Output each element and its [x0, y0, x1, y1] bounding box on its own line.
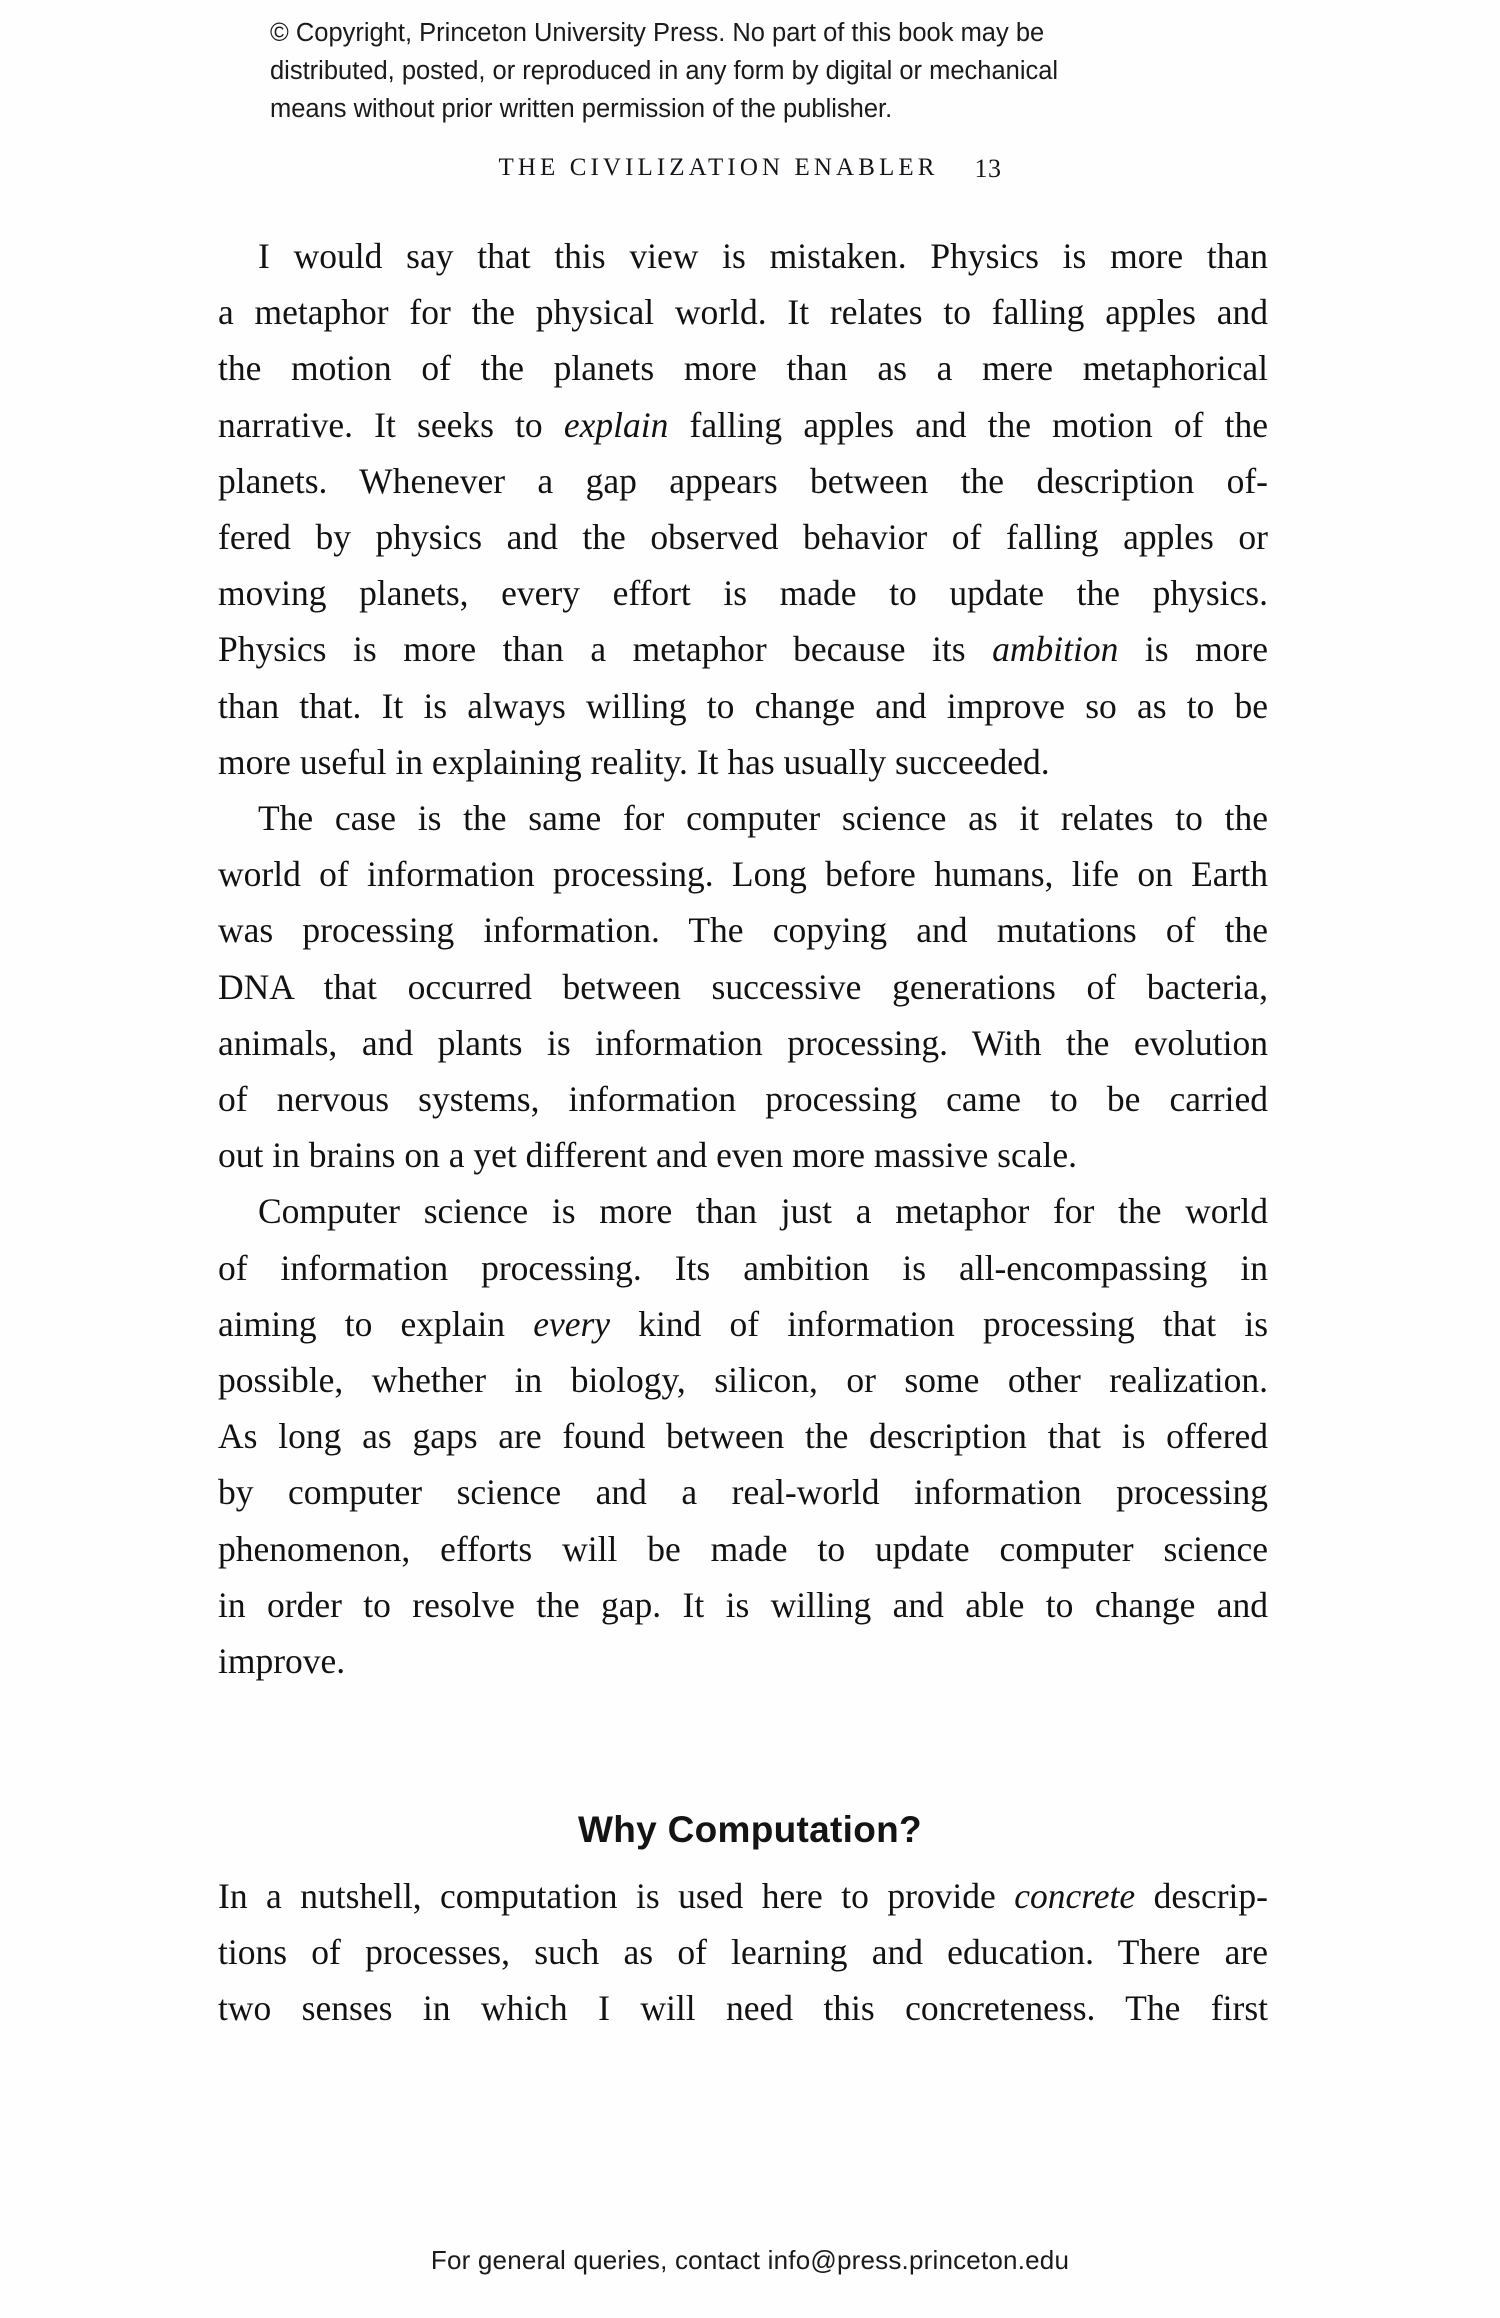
text-line: the motion of the planets more than as a mere metaphorical [218, 348, 1268, 389]
copyright-line-2: distributed, posted, or reproduced in any form by digital or mechanical [270, 57, 1059, 85]
paragraph-3 [218, 1183, 1268, 1689]
tail-text-block [218, 1868, 1268, 2037]
text-line: was processing information. The copying and mutations of the [218, 910, 1268, 951]
text-line: planets. Whenever a gap appears between the description of- [218, 460, 1268, 501]
text-line: DNA that occurred between successive generations of bacteria, [218, 966, 1268, 1007]
text-line: narrative. It seeks to explain falling apples and the motion of the [218, 404, 1268, 445]
running-head [0, 152, 1500, 182]
page-number: 13 [974, 154, 1002, 183]
text-line: moving planets, every effort is made to update the physics. [218, 573, 1268, 614]
copyright-notice [270, 14, 1220, 128]
text-line: in order to resolve the gap. It is willing and able to change and [218, 1584, 1268, 1625]
text-line: more useful in explaining reality. It has usually succeeded. [218, 741, 1050, 782]
emphasis-concrete: concrete [1014, 1876, 1136, 1916]
running-head-chapter-title: THE CIVILIZATION ENABLER [498, 154, 939, 181]
paragraph-1 [218, 228, 1268, 790]
text-line: animals, and plants is information processing. With the evolution [218, 1022, 1268, 1063]
text-line: phenomenon, efforts will be made to update computer science [218, 1528, 1268, 1569]
text-line: out in brains on a yet different and even more massive scale. [218, 1135, 1077, 1176]
emphasis-explain: explain [563, 404, 669, 445]
text-line: Physics is more than a metaphor because its ambition is more [218, 629, 1269, 670]
copyright-line-3: means without prior written permission of the publisher. [270, 95, 893, 123]
paragraph-2 [218, 790, 1268, 1183]
text-line: As long as gaps are found between the description that is offered [218, 1416, 1268, 1457]
footer-notice: For general queries, contact info@press.princeton.edu [430, 2245, 1070, 2275]
text-line: world of information processing. Long before humans, life on Earth [218, 854, 1268, 895]
text-line: Computer science is more than just a metaphor for the world [258, 1191, 1268, 1232]
text-line: fered by physics and the observed behavior of falling apples or [218, 517, 1268, 558]
body-text-block [218, 228, 1268, 1689]
section-heading: Why Computation? [578, 1808, 922, 1850]
text-line: The case is the same for computer science as it relates to the [258, 798, 1268, 839]
paragraph-4 [218, 1868, 1268, 2037]
text-line: I would say that this view is mistaken. Physics is more than [258, 236, 1268, 276]
emphasis-every: every [533, 1303, 611, 1344]
text-line: tions of processes, such as of learning and education. There are [218, 1932, 1268, 1973]
text-line: improve. [218, 1641, 346, 1682]
text-line: In a nutshell, computation is used here to provide concrete descrip- [218, 1876, 1268, 1916]
text-line: possible, whether in biology, silicon, or some other realization. [218, 1360, 1268, 1401]
text-line: a metaphor for the physical world. It relates to falling apples and [218, 292, 1268, 333]
text-line: by computer science and a real-world information processing [218, 1472, 1268, 1513]
emphasis-ambition: ambition [992, 629, 1119, 670]
text-line: two senses in which I will need this concreteness. The first [218, 1988, 1268, 2029]
text-line: of nervous systems, information processing came to be carried [218, 1079, 1268, 1120]
copyright-line-1: © Copyright, Princeton University Press. No part of this book may be [270, 19, 1045, 47]
text-line: aiming to explain every kind of information processing that is [218, 1303, 1269, 1344]
text-line: than that. It is always willing to change and improve so as to be [218, 685, 1268, 726]
text-line: of information processing. Its ambition is all-encompassing in [218, 1247, 1268, 1288]
